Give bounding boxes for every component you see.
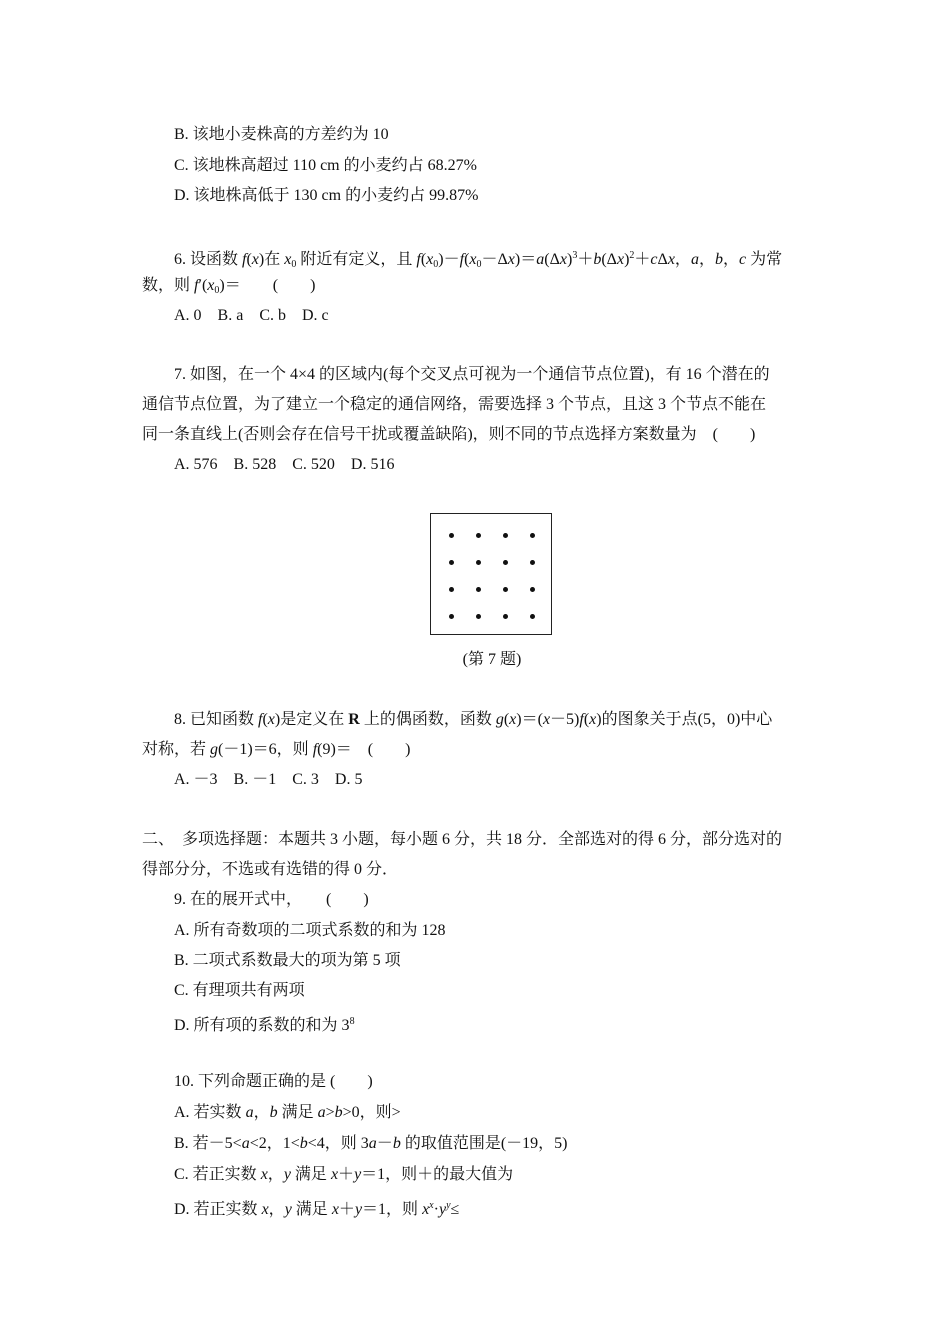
grid-node <box>449 533 454 538</box>
q9-option-c: C. 有理项共有两项 <box>174 982 305 999</box>
q7-stem-line3: 同一条直线上(否则会存在信号干扰或覆盖缺陷)，则不同的节点选择方案数量为 ( ) <box>142 426 756 443</box>
grid-node <box>530 533 535 538</box>
grid-node <box>503 587 508 592</box>
q9-option-b: B. 二项式系数最大的项为第 5 项 <box>174 952 401 969</box>
section2-instructions-line2: 得部分分，不选或有选错的得 0 分． <box>142 861 399 878</box>
q6-stem-line2: 数，则 $f'(x_0)=$ ( ) <box>142 277 316 296</box>
grid-node <box>476 614 481 619</box>
grid-node <box>530 560 535 565</box>
q8-options: A. －3 B. －1 C. 3 D. 5 <box>174 771 363 788</box>
grid-node <box>503 614 508 619</box>
q5-option-b: B. 该地小麦株高的方差约为 10 <box>174 126 389 143</box>
grid-node <box>476 533 481 538</box>
grid-node <box>503 533 508 538</box>
q7-stem-line1: 7. 如图，在一个 4×4 的区域内(每个交叉点可视为一个通信节点位置)，有 16 个潜在的 <box>174 366 770 383</box>
grid-node <box>503 560 508 565</box>
q9-option-a: A. 所有奇数项的二项式系数的和为 128 <box>174 922 446 939</box>
q5-option-d: D. 该地株高低于 130 cm 的小麦约占 99.87% <box>174 187 479 204</box>
q10-option-a: A. 若实数 a，b 满足 a>b>0，则> <box>174 1104 401 1121</box>
q6-stem-line1: 6. 设函数 f(x)在 $x_0$ 附近有定义，且 $f(x_0)-f(x_0-\Delta x)=a(\Delta x)^3+b(\Delta x)^2+c\Delta x$，a，b，c 为常 <box>174 250 783 270</box>
q10-option-d: D. 若正实数 x，y 满足 x＋y＝1，则 $x^x\cdot y^y\le$ <box>174 1200 460 1218</box>
q5-option-c: C. 该地株高超过 110 cm 的小麦约占 68.27% <box>174 157 477 174</box>
q7-grid-figure <box>430 513 552 635</box>
q10-option-b: B. 若－5<a<2，1<b<4，则 3a－b 的取值范围是(－19，5) <box>174 1135 568 1152</box>
q6-options: A. 0 B. a C. b D. c <box>174 307 329 324</box>
q10-option-c: C. 若正实数 x，y 满足 x＋y＝1，则＋的最大值为 <box>174 1166 514 1183</box>
q10-stem: 10. 下列命题正确的是 ( ) <box>174 1073 373 1090</box>
q7-options: A. 576 B. 528 C. 520 D. 516 <box>174 456 395 473</box>
grid-node <box>449 614 454 619</box>
q8-stem-line1: 8. 已知函数 f(x)是定义在 R 上的偶函数，函数 g(x)＝(x－5)f(x)的图象关于点(5，0)中心 <box>174 711 773 728</box>
section2-instructions-line1: 二、 多项选择题：本题共 3 小题，每小题 6 分，共 18 分．全部选对的得 6 分，部分选对的 <box>142 831 783 848</box>
grid-node <box>449 587 454 592</box>
grid-node <box>449 560 454 565</box>
q9-stem: 9. 在的展开式中， ( ) <box>174 891 369 908</box>
grid-node <box>476 560 481 565</box>
q7-stem-line2: 通信节点位置，为了建立一个稳定的通信网络，需要选择 3 个节点，且这 3 个节点不能在 <box>142 396 767 413</box>
q7-figure-caption: (第 7 题) <box>462 651 522 668</box>
grid-node <box>530 614 535 619</box>
grid-node <box>476 587 481 592</box>
q8-stem-line2: 对称，若 g(－1)＝6，则 f(9)＝ ( ) <box>142 741 411 758</box>
q9-option-d: D. 所有项的系数的和为 $3^8$ <box>174 1016 355 1034</box>
grid-node <box>530 587 535 592</box>
